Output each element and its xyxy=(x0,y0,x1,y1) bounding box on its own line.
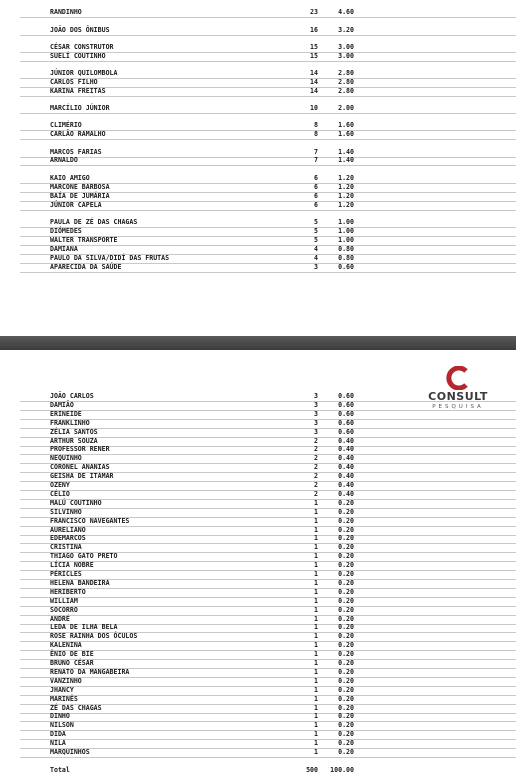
candidate-name: PAULO DA SILVA/DIDÍ DAS FRUTAS xyxy=(50,254,170,262)
vote-count: 1 xyxy=(314,507,318,516)
candidate-name: RENATO DA MANGABEIRA xyxy=(50,667,130,676)
candidate-name: MARCÍLIO JÚNIOR xyxy=(50,104,110,112)
consult-c-icon xyxy=(444,366,472,390)
vote-percent: 0.20 xyxy=(338,703,354,712)
candidate-name: APARECIDA DA SAÚDE xyxy=(50,263,122,271)
vote-percent: 0.20 xyxy=(338,561,354,570)
vote-percent: 0.20 xyxy=(338,507,354,516)
table-row xyxy=(20,87,516,97)
vote-percent: 1.20 xyxy=(338,174,354,182)
vote-percent: 3.00 xyxy=(338,52,354,60)
candidate-name: CÉSAR CONSTRUTOR xyxy=(50,43,114,51)
vote-percent: 0.40 xyxy=(338,436,354,445)
vote-percent: 0.20 xyxy=(338,748,354,756)
candidate-name: AURELIANO xyxy=(50,525,86,534)
vote-percent: 0.20 xyxy=(338,525,354,534)
candidate-name: DIDA xyxy=(50,730,66,739)
candidate-name: OZENY xyxy=(50,481,70,489)
candidate-name: ZÉLIA SANTOS xyxy=(50,427,98,436)
vote-count: 2 xyxy=(314,472,318,481)
candidate-name: GEISHA DE ITAMAR xyxy=(50,472,114,481)
vote-count: 1 xyxy=(314,739,318,748)
vote-count: 1 xyxy=(314,650,318,659)
vote-percent: 1.20 xyxy=(338,192,354,200)
vote-percent: 0.20 xyxy=(338,570,354,578)
vote-percent: 0.20 xyxy=(338,730,354,739)
vote-count: 1 xyxy=(314,605,318,614)
vote-count: 6 xyxy=(314,183,318,191)
report-page-2 xyxy=(0,350,516,774)
vote-percent: 0.20 xyxy=(338,712,354,721)
vote-percent: 3.00 xyxy=(338,43,354,51)
vote-count: 3 xyxy=(314,392,318,400)
vote-count: 5 xyxy=(314,227,318,235)
vote-count: 1 xyxy=(314,712,318,721)
vote-count: 1 xyxy=(314,632,318,641)
vote-percent: 0.20 xyxy=(338,659,354,667)
vote-count: 4 xyxy=(314,254,318,262)
table-row xyxy=(20,8,516,18)
candidate-name: CARLÃO RAMALHO xyxy=(50,130,106,138)
vote-count: 1 xyxy=(314,623,318,632)
candidate-name: LEDA DE ILHA BELA xyxy=(50,623,118,632)
vote-count: 1 xyxy=(314,552,318,561)
candidate-name: CARLOS FILHO xyxy=(50,78,98,86)
table-row xyxy=(20,26,516,36)
table-row xyxy=(20,52,516,62)
candidate-name: WILLIAM xyxy=(50,596,78,605)
candidate-name: MALÚ COUTINHO xyxy=(50,498,102,507)
vote-percent: 0.20 xyxy=(338,614,354,623)
candidate-name: PÉRICLES xyxy=(50,570,82,578)
vote-percent: 0.40 xyxy=(338,445,354,454)
vote-percent: 0.40 xyxy=(338,472,354,481)
vote-percent: 0.20 xyxy=(338,498,354,507)
candidate-name: SILVINHO xyxy=(50,507,82,516)
vote-percent: 0.60 xyxy=(338,418,354,427)
candidate-name: JOÃO DOS ÔNIBUS xyxy=(50,26,110,34)
candidate-name: PAULA DE ZÉ DAS CHAGAS xyxy=(50,218,138,226)
vote-count: 1 xyxy=(314,498,318,507)
candidate-name: NILA xyxy=(50,739,66,748)
candidate-name: JÚNIOR QUILOMBOLA xyxy=(50,69,118,77)
vote-count: 1 xyxy=(314,614,318,623)
vote-count: 1 xyxy=(314,543,318,552)
vote-percent: 0.20 xyxy=(338,623,354,632)
vote-percent: 1.40 xyxy=(338,148,354,156)
vote-percent: 1.60 xyxy=(338,121,354,129)
vote-percent: 1.40 xyxy=(338,156,354,164)
candidate-name: KALENINA xyxy=(50,641,82,650)
vote-percent: 0.20 xyxy=(338,685,354,694)
candidate-name: CLIMÉRIO xyxy=(50,121,82,129)
candidate-name: CÉLIO xyxy=(50,489,70,498)
vote-count: 7 xyxy=(314,156,318,164)
logo-wordmark: CONSULT xyxy=(428,390,488,403)
vote-percent: 0.40 xyxy=(338,489,354,498)
vote-count: 10 xyxy=(310,104,318,112)
vote-percent: 0.20 xyxy=(338,650,354,659)
vote-percent: 2.80 xyxy=(338,69,354,77)
vote-count: 2 xyxy=(314,436,318,445)
candidate-name: LÍCIA NOBRE xyxy=(50,561,94,570)
candidate-name: PROFESSOR RENER xyxy=(50,445,110,454)
vote-count: 7 xyxy=(314,148,318,156)
candidate-name: SUELÍ COUTINHO xyxy=(50,52,106,60)
candidate-name: DIÓMEDES xyxy=(50,227,82,235)
vote-percent: 0.80 xyxy=(338,245,354,253)
candidate-name: ROSE RAINHA DOS ÓCULOS xyxy=(50,632,138,641)
candidate-name: MARINÊS xyxy=(50,694,78,703)
vote-count: 1 xyxy=(314,641,318,650)
vote-count: 6 xyxy=(314,201,318,209)
table-row xyxy=(20,748,516,758)
vote-percent: 0.20 xyxy=(338,721,354,730)
vote-count: 1 xyxy=(314,685,318,694)
vote-count: 1 xyxy=(314,659,318,667)
vote-percent: 1.20 xyxy=(338,201,354,209)
vote-percent: 0.20 xyxy=(338,676,354,685)
vote-percent: 0.80 xyxy=(338,254,354,262)
candidate-name: DAMIANA xyxy=(50,245,78,253)
vote-percent: 0.20 xyxy=(338,534,354,543)
vote-count: 14 xyxy=(310,87,318,95)
candidate-name: JHANCY xyxy=(50,685,74,694)
vote-count: 1 xyxy=(314,721,318,730)
candidate-name: SOCORRO xyxy=(50,605,78,614)
total-label: Total xyxy=(50,766,70,774)
vote-count: 5 xyxy=(314,236,318,244)
candidate-name: THIAGO GATO PRETO xyxy=(50,552,118,561)
candidate-name: HELENA BANDEIRA xyxy=(50,578,110,587)
vote-count: 1 xyxy=(314,534,318,543)
vote-percent: 1.00 xyxy=(338,236,354,244)
candidate-name: BAÍA DE JUMÁRIA xyxy=(50,192,110,200)
vote-percent: 2.00 xyxy=(338,104,354,112)
vote-percent: 0.60 xyxy=(338,427,354,436)
candidate-name: WALTER TRANSPORTE xyxy=(50,236,118,244)
vote-count: 2 xyxy=(314,481,318,489)
vote-percent: 0.40 xyxy=(338,481,354,489)
vote-count: 6 xyxy=(314,174,318,182)
candidate-name: FRANCISCO NAVEGANTES xyxy=(50,516,130,525)
candidate-name: JÚNIOR CAPELA xyxy=(50,201,102,209)
vote-count: 2 xyxy=(314,463,318,472)
vote-count: 1 xyxy=(314,525,318,534)
vote-percent: 2.80 xyxy=(338,87,354,95)
page-separator xyxy=(0,336,516,350)
vote-count: 2 xyxy=(314,489,318,498)
candidate-name: DAMIÃO xyxy=(50,400,74,409)
vote-count: 1 xyxy=(314,570,318,578)
candidate-name: VANZINHO xyxy=(50,676,82,685)
candidate-name: ARTHUR SOUZA xyxy=(50,436,98,445)
candidate-name: CORONEL ANANIAS xyxy=(50,463,110,472)
candidate-name: CRISTINA xyxy=(50,543,82,552)
vote-count: 1 xyxy=(314,516,318,525)
vote-count: 2 xyxy=(314,445,318,454)
vote-count: 15 xyxy=(310,43,318,51)
vote-count: 1 xyxy=(314,587,318,596)
vote-count: 2 xyxy=(314,454,318,463)
candidate-name: NEQUINHO xyxy=(50,454,82,463)
table-row xyxy=(20,130,516,140)
vote-count: 1 xyxy=(314,694,318,703)
vote-count: 6 xyxy=(314,192,318,200)
vote-count: 1 xyxy=(314,730,318,739)
vote-count: 14 xyxy=(310,69,318,77)
vote-percent: 1.00 xyxy=(338,227,354,235)
logo-subtitle: PESQUISA xyxy=(432,404,484,410)
vote-percent: 0.60 xyxy=(338,400,354,409)
vote-percent: 0.20 xyxy=(338,516,354,525)
vote-percent: 0.40 xyxy=(338,463,354,472)
vote-count: 1 xyxy=(314,748,318,756)
candidate-name: MARCOS FARIAS xyxy=(50,148,102,156)
vote-count: 1 xyxy=(314,578,318,587)
vote-percent: 0.60 xyxy=(338,392,354,400)
candidate-name: DINHO xyxy=(50,712,70,721)
candidate-name: MARQUINHOS xyxy=(50,748,90,756)
vote-count: 3 xyxy=(314,427,318,436)
vote-count: 3 xyxy=(314,263,318,271)
vote-percent: 0.20 xyxy=(338,605,354,614)
vote-percent: 1.60 xyxy=(338,130,354,138)
candidate-name: RANDINHO xyxy=(50,8,82,16)
vote-percent: 0.20 xyxy=(338,641,354,650)
candidate-name: EDEMARCOS xyxy=(50,534,86,543)
table-row xyxy=(20,156,516,166)
candidate-name: KARINA FREITAS xyxy=(50,87,106,95)
vote-percent: 2.80 xyxy=(338,78,354,86)
vote-count: 1 xyxy=(314,676,318,685)
candidate-name: ÊNIO DE BIE xyxy=(50,650,94,659)
vote-percent: 0.40 xyxy=(338,454,354,463)
vote-percent: 0.20 xyxy=(338,543,354,552)
candidate-name: NILSON xyxy=(50,721,74,730)
table-row xyxy=(20,104,516,114)
vote-percent: 0.20 xyxy=(338,632,354,641)
candidate-name: MARCONE BARBOSA xyxy=(50,183,110,191)
vote-count: 15 xyxy=(310,52,318,60)
table-row xyxy=(20,263,516,273)
candidate-name: ERINEIDE xyxy=(50,409,82,418)
candidate-name: ANDRÉ xyxy=(50,614,70,623)
vote-count: 3 xyxy=(314,400,318,409)
vote-count: 1 xyxy=(314,703,318,712)
vote-count: 3 xyxy=(314,409,318,418)
candidate-name: HERIBERTO xyxy=(50,587,86,596)
vote-percent: 0.20 xyxy=(338,694,354,703)
vote-count: 14 xyxy=(310,78,318,86)
vote-count: 23 xyxy=(310,8,318,16)
vote-count: 8 xyxy=(314,130,318,138)
candidate-name: ARNALDO xyxy=(50,156,78,164)
candidate-name: FRANKLINHO xyxy=(50,418,90,427)
candidate-name: JOÃO CARLOS xyxy=(50,392,94,400)
vote-percent: 0.20 xyxy=(338,587,354,596)
vote-percent: 1.20 xyxy=(338,183,354,191)
vote-count: 16 xyxy=(310,26,318,34)
vote-percent: 4.60 xyxy=(338,8,354,16)
candidate-name: BRUNO CÉSAR xyxy=(50,659,94,667)
total-pct: 100.00 xyxy=(330,766,354,774)
vote-count: 4 xyxy=(314,245,318,253)
vote-percent: 0.20 xyxy=(338,739,354,748)
vote-percent: 0.20 xyxy=(338,578,354,587)
candidate-name: KAIO AMIGO xyxy=(50,174,90,182)
vote-percent: 3.20 xyxy=(338,26,354,34)
vote-percent: 0.60 xyxy=(338,409,354,418)
vote-count: 1 xyxy=(314,667,318,676)
total-count: 500 xyxy=(306,766,318,774)
report-page-1 xyxy=(0,0,516,336)
vote-percent: 0.20 xyxy=(338,596,354,605)
vote-count: 1 xyxy=(314,596,318,605)
vote-percent: 0.20 xyxy=(338,552,354,561)
vote-count: 8 xyxy=(314,121,318,129)
vote-count: 5 xyxy=(314,218,318,226)
vote-percent: 0.60 xyxy=(338,263,354,271)
table-row xyxy=(20,201,516,211)
candidate-name: ZÉ DAS CHAGAS xyxy=(50,703,102,712)
vote-count: 3 xyxy=(314,418,318,427)
vote-count: 1 xyxy=(314,561,318,570)
vote-percent: 0.20 xyxy=(338,667,354,676)
vote-percent: 1.00 xyxy=(338,218,354,226)
